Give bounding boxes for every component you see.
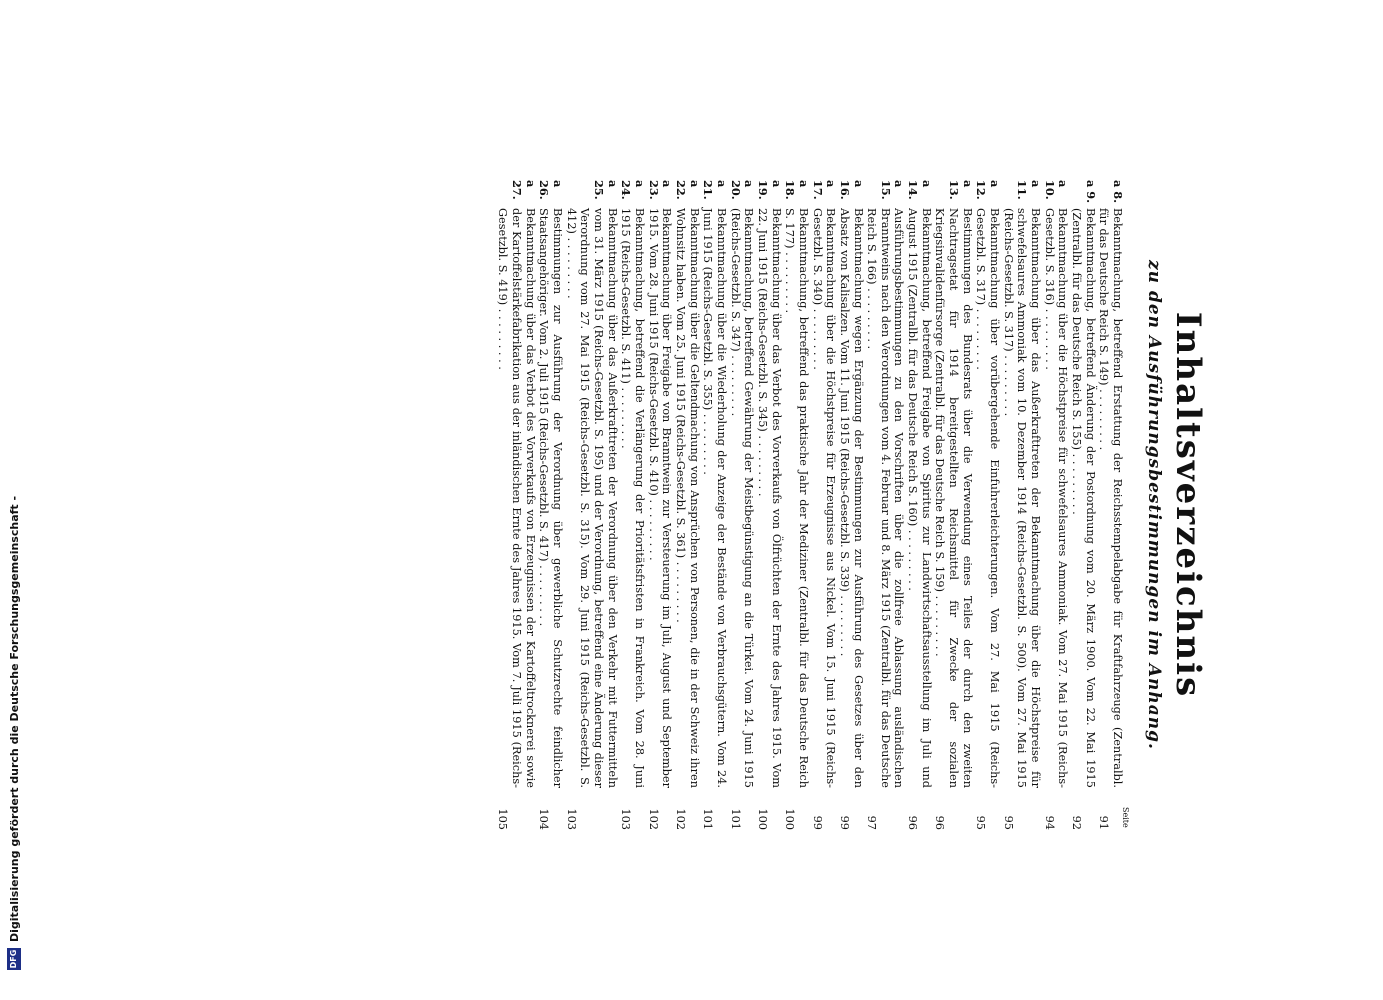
toc-entry (496, 180, 537, 830)
toc-entry-number: a 13. (947, 180, 975, 200)
toc-entry (933, 180, 974, 830)
toc-entry-number: a 25. (592, 180, 620, 200)
toc-entry-text: Bekanntmachung wegen Ergänzung der Bestimmungen zur Ausführung des Gesetzes über den Absatz von Kalisalzen. Vom 11. Juni 1915 (Reichs-Gesetzbl. S. 339) . . . (838, 208, 865, 788)
toc-entry (783, 180, 810, 830)
toc-entry (1097, 180, 1124, 830)
toc-entry-page: 100 (755, 808, 769, 830)
toc-entry-text: Bekanntmachung, betreffend Erstattung der Reichsstempelabgabe für Kraftfahrzeuge (Zentralbl. für das Deutsche Reich S. 149) . . . (1097, 208, 1124, 788)
toc-entry-page: 96 (906, 815, 920, 830)
dfg-logo-icon: DFG (7, 948, 21, 970)
toc-entry-text: Ausführungsbestimmungen zu den Vorschriften über die zollfreie Ablassung ausländischen Branntweins nach den Verordnungen vom 4. Februar und 8. März 1915 (Zentralbl. für das Deutsche Reich S. 166) . . . (865, 208, 905, 788)
toc-entry-number: a 22. (674, 180, 702, 200)
toc-entry-page: 100 (783, 808, 797, 830)
toc-entry (646, 180, 673, 830)
toc-entry (728, 180, 755, 830)
toc-entry-page: 91 (1097, 815, 1111, 830)
toc-entry (1069, 180, 1096, 830)
toc-entry-page: 94 (1042, 815, 1056, 830)
toc-entry-text: Bekanntmachung über das Außerkrafttreten der Verordnung über den Verkehr mit Futtermitteln vom 31. März 1915 (Reichs-Gesetzbl. S. 195) und der Verordnung, betreffend eine Änderung dieser Verordnung vom 27. Mai 1915 (Reichs-Gesetzbl. S. 315). Vom 29. Juni 1915 (Reichs-Gesetzbl. S. 412) . . . (565, 208, 619, 788)
toc-entry (537, 180, 564, 830)
toc-entry-number: a 9. (1083, 180, 1098, 204)
toc-entry-page: 95 (974, 815, 988, 830)
toc-entry-text: Bekanntmachung über das Verbot des Vorverkaufs von Ölfrüchten der Ernte des Jahres 1915. Vom 22. Juni 1915 (Reichs-Gesetzbl. S. 345) . . . (756, 208, 783, 788)
toc-entry (701, 180, 728, 830)
toc-entry-number: a 10. (1042, 180, 1071, 200)
toc-entry-page: 101 (728, 808, 742, 830)
page-subtitle: zu den Ausführungsbestimmungen im Anhang. (1144, 260, 1164, 750)
rotated-page (123, 180, 1208, 830)
toc-entry-page: 103 (564, 808, 578, 830)
toc-entry-number: a 18. (783, 180, 811, 200)
toc-entry-text: Bekanntmachung, betreffend Freigabe von Spiritus zur Landwirtschaftsausstellung im Juli und August 1915 (Zentralbl. für das Deutsche Reich S. 160) . . . (906, 208, 933, 788)
toc-entry (1042, 180, 1069, 830)
toc-entry (865, 180, 906, 830)
toc-entry-text: Bekanntmachung über die Höchstpreise für schwefelsaures Ammoniak. Vom 27. Mai 1915 (Reichs-Gesetzbl. S. 316) . . . (1043, 208, 1070, 788)
toc-entry-page: 99 (837, 815, 851, 830)
toc-entry-page: 97 (865, 815, 879, 830)
toc-entry-number: a 14. (906, 180, 934, 200)
toc-entry (837, 180, 864, 830)
toc-entry (564, 180, 619, 830)
toc-entry-text: Bestimmungen zur Ausführung der Verordnung über gewerbliche Schutzrechte feindlicher Staatsangehöriger. Vom 2. Juli 1915 (Reichs-Gesetzbl. S. 417) . . . (537, 208, 564, 788)
toc-entry-page: 99 (810, 815, 824, 830)
toc-entry-text: Bekanntmachung über die Geltendmachung von Ansprüchen von Personen, die in der Schweiz ihren Wohnsitz haben. Vom 25. Juni 1915 (Reichs-Gesetzbl. S. 361) . . . (674, 208, 701, 788)
toc-entry-page: 104 (537, 808, 551, 830)
toc-entry-page: 96 (933, 815, 947, 830)
toc-entry (673, 180, 700, 830)
toc-entry (619, 180, 646, 830)
toc-entry-number: a 16. (837, 180, 866, 200)
seite-label: Seite (1121, 807, 1130, 828)
page-title: Inhaltsverzeichnis (1168, 311, 1208, 699)
toc-entry-text: Bekanntmachung über die Wiederholung der Anzeige der Bestände von Verbrauchsgütern. Vom 24. Juni 1915 (Reichs-Gesetzbl. S. 355) . . . (701, 208, 728, 788)
toc-entry-number: a 21. (701, 180, 729, 200)
toc-entry-number: a 27. (510, 180, 538, 200)
toc-entry (906, 180, 933, 830)
toc-entry-text: Bekanntmachung über die Höchstpreise für Erzeugnisse aus Nickel. Vom 15. Juni 1915 (Reichs-Gesetzbl. S. 340) . . . (811, 208, 838, 788)
toc-entry-number: a 23. (646, 180, 675, 200)
digitization-note (4, 10, 24, 970)
toc-entry-text: Bekanntmachung über das Verbot des Vorverkaufs von Erzeugnissen der Kartoffeltrocknerei sowie der Kartoffelstärkefabrikation aus der inländischen Ernte des Jahres 1915. Vom 7. Juli 1915 (Reichs-Gesetzbl. S. 419) . . . (496, 208, 536, 788)
toc-entry-number: a 11. (1015, 180, 1044, 200)
toc-entry-page: 101 (701, 808, 715, 830)
toc-entries (496, 180, 1124, 830)
toc-entry (974, 180, 1001, 830)
digitization-note-text: Digitalisierung gefördert durch die Deutsche Forschungsgemeinschaft - (7, 495, 21, 942)
toc-entry-text: Bestimmungen des Bundesrats über die Verwendung eines Teiles der durch den zweiten Nachtragsetat für 1914 bereitgestellten Reichsmittel für Zwecke der sozialen Kriegsinvalidenfürsorge (Zentralbl. für das Deutsche Reich S. 159) . . . (933, 208, 973, 788)
toc-entry-number: a 26. (537, 180, 566, 200)
toc-entry-page: 105 (496, 808, 510, 830)
toc-entry-text: Bekanntmachung über Freigabe von Branntwein zur Versteuerung im Juli, August und September 1915. Vom 28. Juni 1915 (Reichs-Gesetzbl. S. 410) . . . (647, 208, 674, 788)
toc-entry-page: 102 (646, 808, 660, 830)
toc-entry-page: 102 (674, 808, 687, 830)
toc-entry (810, 180, 837, 830)
toc-entry-text: Bekanntmachung, betreffend die Verlängerung der Prioritätsfristen in Frankreich. Vom 28. Juni 1915 (Reichs-Gesetzbl. S. 411) . . . (619, 208, 646, 788)
toc-entry-page: 95 (1001, 815, 1015, 830)
toc-entry-text: Bekanntmachung, betreffend Änderung der Postordnung vom 20. März 1900. Vom 22. Mai 1915 (Zentralbl. für das Deutsche Reich S. 155) . . . (1070, 208, 1097, 788)
toc-entry-number: a 19. (755, 180, 784, 200)
toc-entry-number: a 15. (878, 180, 907, 200)
toc-entry-number: a 12. (974, 180, 1003, 200)
toc-entry-number: a 20. (728, 180, 757, 200)
toc-entry-text: Bekanntmachung über vorübergehende Einfuhrerleichterungen. Vom 27. Mai 1915 (Reichs-Gesetzbl. S. 317) . . . (974, 208, 1001, 788)
toc-entry-text: Bekanntmachung, betreffend Gewährung der Meistbegünstigung an die Türkei. Vom 24. Juni 1915 (Reichs-Gesetzbl. S. 347) . . . (729, 208, 756, 788)
toc-entry (755, 180, 782, 830)
toc-entry-text: Bekanntmachung über das Außerkrafttreten der Bekanntmachung über die Höchstpreise für schwefelsaures Ammoniak vom 10. Dezember 1914 (Reichs-Gesetzbl. S. 500). Vom 27. Mai 1915 (Reichs-Gesetzbl. S. 317) . . . (1002, 208, 1042, 788)
toc-entry-text: Bekanntmachung, betreffend das praktische Jahr der Mediziner (Zentralbl. für das Deutsche Reich S. 177) . . . (783, 208, 810, 788)
toc-entry-number: a 17. (810, 180, 839, 200)
toc-entry (1001, 180, 1042, 830)
toc-entry-page: 103 (619, 808, 633, 830)
toc-entry-number: a 24. (619, 180, 648, 200)
toc-entry-page: 92 (1070, 815, 1084, 830)
toc-entry-number: a 8. (1111, 180, 1125, 204)
